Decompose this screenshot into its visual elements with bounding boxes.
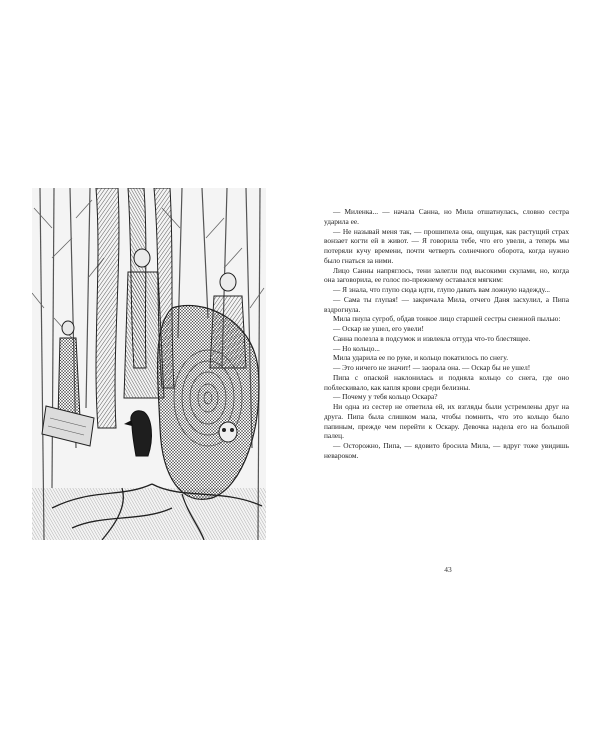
forest-scene-drawing bbox=[32, 188, 266, 540]
paragraph-5: — Сама ты глупая! — закричала Мила, отчего Даня засхулил, а Пипа вздрогнула. bbox=[324, 294, 569, 314]
paragraph-2: — Не называй меня так, — прошипела она, ощущая, как растущий страх вонзает когти ей в живот. — Я говорила тебе, что его увели, а теперь мы потеряли кучу времени, почти четверть солнечного оборота, когда нужно было гнаться за ними. bbox=[324, 226, 569, 265]
paragraph-3: Лицо Санны напряглось, тени залегли под высокими скулами, но, когда она заговорила, ее голос по-прежнему оставался мягким: bbox=[324, 265, 569, 285]
paragraph-15: — Осторожно, Пипа, — ядовито бросила Мила, — вдруг тоже увидишь невароком. bbox=[324, 441, 569, 460]
paragraph-13: — Почему у тебя кольцо Оскара? bbox=[333, 392, 438, 402]
page-number: 43 bbox=[444, 565, 452, 574]
paragraph-11: — Это ничего не значит! — заорала она. — Оскар бы не ушел! bbox=[333, 363, 531, 372]
paragraph-10: Мила ударила ее по руке, и кольцо покатилось по снегу. bbox=[333, 353, 509, 363]
paragraph-8: Санна полезла в подсумок и извлекла оттуда что-то блестящее. bbox=[333, 333, 531, 343]
paragraph-7: — Оскар не ушел, его увели! bbox=[333, 324, 424, 333]
paragraph-9: — Но кольцо... bbox=[333, 343, 380, 353]
forest-scene-illustration bbox=[32, 188, 266, 540]
paragraph-12: Пипа с опаской наклонилась и подняла кольцо со снега, где оно поблескивало, как капля крови среди белизны. bbox=[324, 372, 569, 392]
paragraph-14: Ни одна из сестер не ответила ей, их взгляды были устремлены друг на друга. Пипа была слишком мала, чтобы помнить, что это кольцо было папиным, прежде чем перейти к Оскару. Девочка надела его на большой палец. bbox=[324, 402, 569, 441]
text-page bbox=[324, 207, 569, 461]
paragraph-4: — Я знала, что глупо сюда идти, глупо давать вам ложную надежду... bbox=[333, 285, 551, 294]
paragraph-1: — Миленка... — начала Санна, но Мила отшатнулась, словно сестра ударила ее. bbox=[324, 207, 569, 226]
paragraph-6: Мила пнула сугроб, обдав тонкое лицо старшей сестры снежной пылью: bbox=[333, 314, 561, 324]
